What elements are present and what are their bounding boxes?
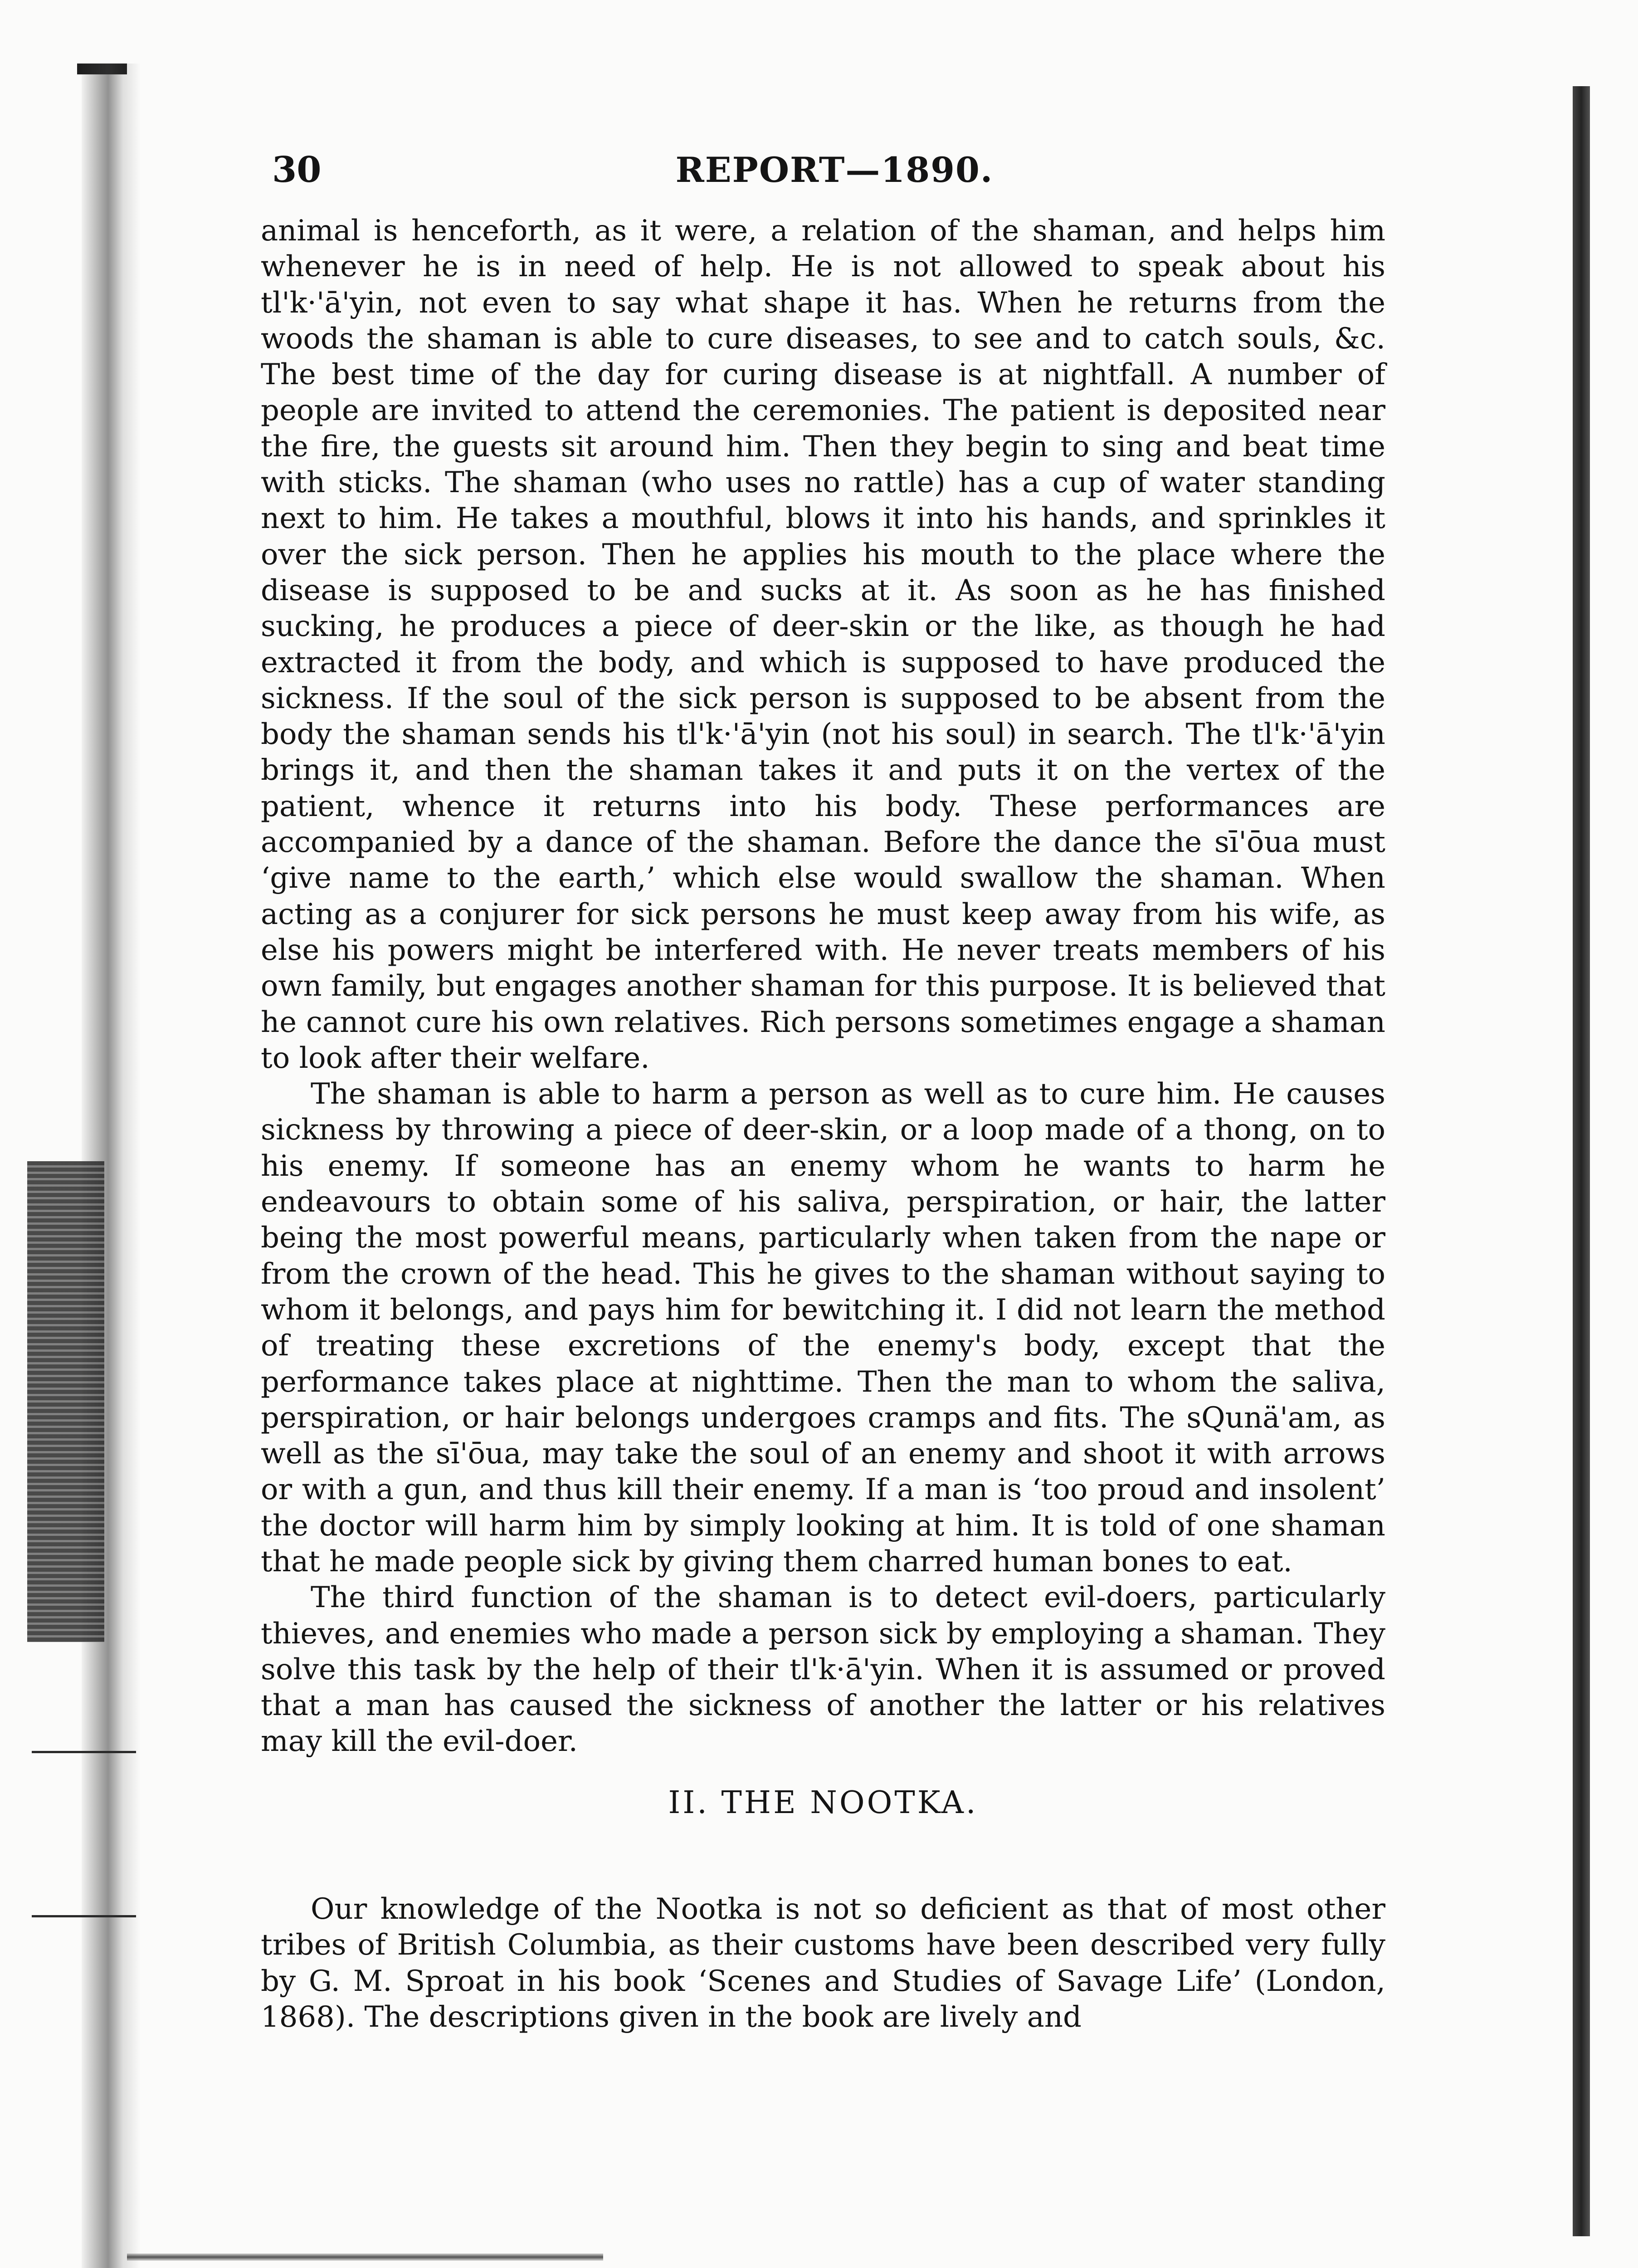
scan-edge-bottom <box>127 2253 603 2261</box>
section-heading: II. THE NOOTKA. <box>668 1785 978 1821</box>
running-title: REPORT—1890. <box>675 150 994 190</box>
paragraph: The third function of the shaman is to detect evil-doers, particularly thieves, and enemies who made a person sick by employing a shaman. They solve this task by the help of their tl'k·ā'yin. When it is assumed or proved that a man has caused the sickness of another the latter or his relatives may kill the evil-doer. <box>261 1581 1385 1759</box>
paragraph: The shaman is able to harm a person as well as to cure him. He causes sickness by throwing a piece of deer-skin, or a loop made of a thong, on to his enemy. If someone has an enemy whom he wants to harm he endeavours to obtain some of his saliva, perspiration, or hair, the latter being the most powerful means, particularly when taken from the nape or from the crown of the head. This he gives to the shaman without saying to whom it belongs, and pays him for bewitching it. I did not learn the method of treating these excretions of the enemy's body, except that the performance takes place at nighttime. Then the man to whom the saliva, perspiration, or hair belongs undergoes cramps and fits. The sQunä'am, as well as the sī'ōua, may take the soul of an enemy and shoot it with arrows or with a gun, and thus kill their enemy. If a man is ‘too proud and insolent’ the doctor will harm him by simply looking at him. It is told of one shaman that he made people sick by giving them charred human bones to eat. <box>261 1077 1385 1579</box>
paragraph: animal is henceforth, as it were, a relation of the shaman, and helps him whenever he is in need of help. He is not allowed to speak about his tl'k·'ā'yin, not even to say what shape it has. When he returns from the woods the shaman is able to cure diseases, to see and to catch souls, &c. The best time of the day for curing disease is at nightfall. A number of people are invited to attend the ceremonies. The patient is deposited near the fire, the guests sit around him. Then they begin to sing and beat time with sticks. The shaman (who uses no rattle) has a cup of water standing next to him. He takes a mouthful, blows it into his hands, and sprinkles it over the sick person. Then he applies his mouth to the place where the disease is supposed to be and sucks at it. As soon as he has finished sucking, he produces a piece of deer-skin or the like, as though he had extracted it from the body, and which is supposed to have produced the sickness. If the soul of the sick person is supposed to be absent from the body the shaman sends his tl'k·'ā'yin (not his soul) in search. The tl'k·'ā'yin brings it, and then the shaman takes it and puts it on the vertex of the patient, whence it returns into his body. These performances are accompanied by a dance of the shaman. Before the dance the sī'ōua must ‘give name to the earth,’ which else would swallow the shaman. When acting as a conjurer for sick persons he must keep away from his wife, as else his powers might be interfered with. He never treats members of his own family, but engages another shaman for this purpose. It is believed that he cannot cure his own relatives. Rich persons sometimes engage a shaman to look after their welfare. <box>261 214 1385 1075</box>
section-text <box>261 1892 1385 2035</box>
scan-binding-shadow <box>27 1161 104 1642</box>
page-number: 30 <box>272 149 322 191</box>
paragraph: Our knowledge of the Nootka is not so deficient as that of most other tribes of British Columbia, as their customs have been described very fully by G. M. Sproat in his book ‘Scenes and Studies of Savage Life’ (London, 1868). The descriptions given in the book are lively and <box>261 1892 1385 2034</box>
running-head <box>272 145 1397 195</box>
scan-edge-right <box>1573 86 1590 2236</box>
scan-rule-left-1 <box>32 1751 136 1753</box>
body-text <box>261 213 1385 1760</box>
scan-rule-left-2 <box>32 1915 136 1917</box>
